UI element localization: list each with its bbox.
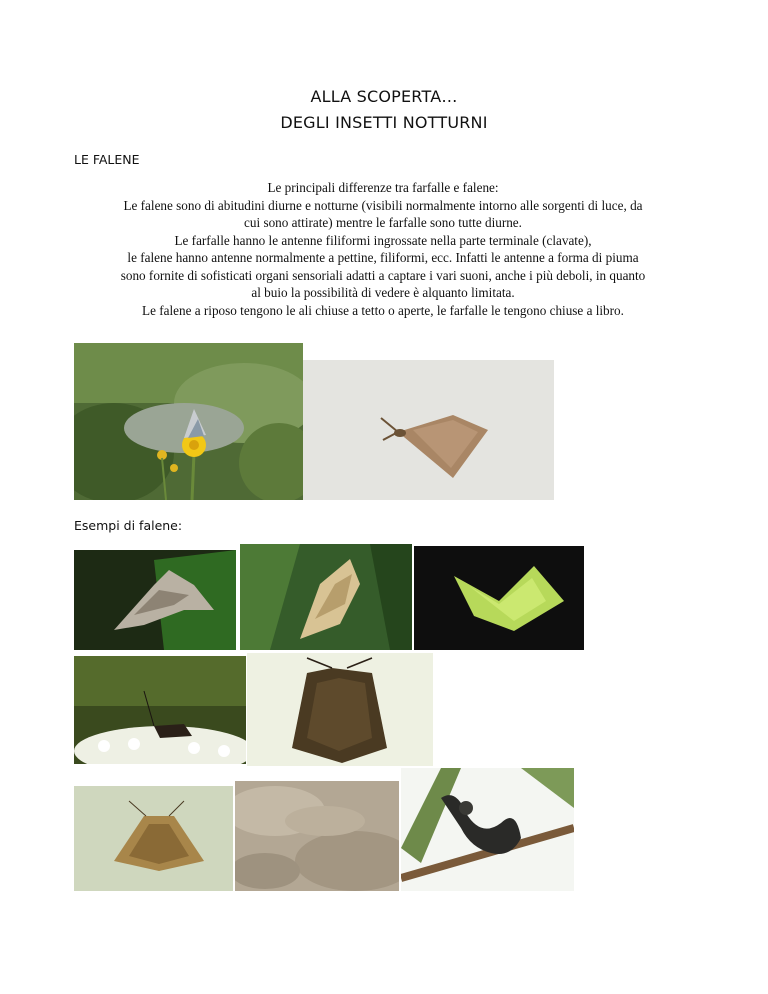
intro-paragraph [58, 179, 708, 319]
paragraph-line: le falene hanno antenne normalmente a pettine, filiformi, ecc. Infatti le antenne a forma di piuma [127, 250, 639, 265]
moth-photo-5 [247, 653, 433, 766]
section-heading-esempi: Esempi di falene: [74, 518, 183, 533]
paragraph-line: al buio la possibilità di vedere è alquanto limitata. [251, 285, 515, 300]
moth-photo-4 [74, 656, 246, 764]
caterpillar-photo [401, 768, 574, 891]
moth-on-wall-photo [303, 360, 554, 500]
moth-photo-6 [74, 786, 233, 891]
paragraph-line: Le principali differenze tra farfalle e falene: [267, 180, 499, 195]
moth-photo-3 [414, 546, 584, 650]
paragraph-line: Le falene sono di abitudini diurne e notturne (visibili normalmente intorno alle sorgenti di luce, da [123, 197, 643, 213]
page-title-line2: DEGLI INSETTI NOTTURNI [280, 113, 488, 132]
page-title-line1: ALLA SCOPERTA… [310, 87, 458, 106]
butterfly-photo [74, 343, 303, 500]
paragraph-line: Le farfalle hanno le antenne filiformi ingrossate nella parte terminale (clavate), [174, 232, 592, 248]
moth-photo-2 [240, 544, 412, 650]
paragraph-line: sono fornite di sofisticati organi sensoriali adatti a captare i vari suoni, anche i più deboli, in quanto [120, 267, 646, 283]
moth-photo-7 [235, 781, 399, 891]
moth-photo-1 [74, 550, 236, 650]
paragraph-line: cui sono attirate) mentre le farfalle sono tutte diurne. [244, 215, 522, 230]
paragraph-line: Le falene a riposo tengono le ali chiuse a tetto o aperte, le farfalle le tengono chiuse a libro. [142, 302, 624, 318]
section-heading-falene: LE FALENE [74, 152, 140, 167]
